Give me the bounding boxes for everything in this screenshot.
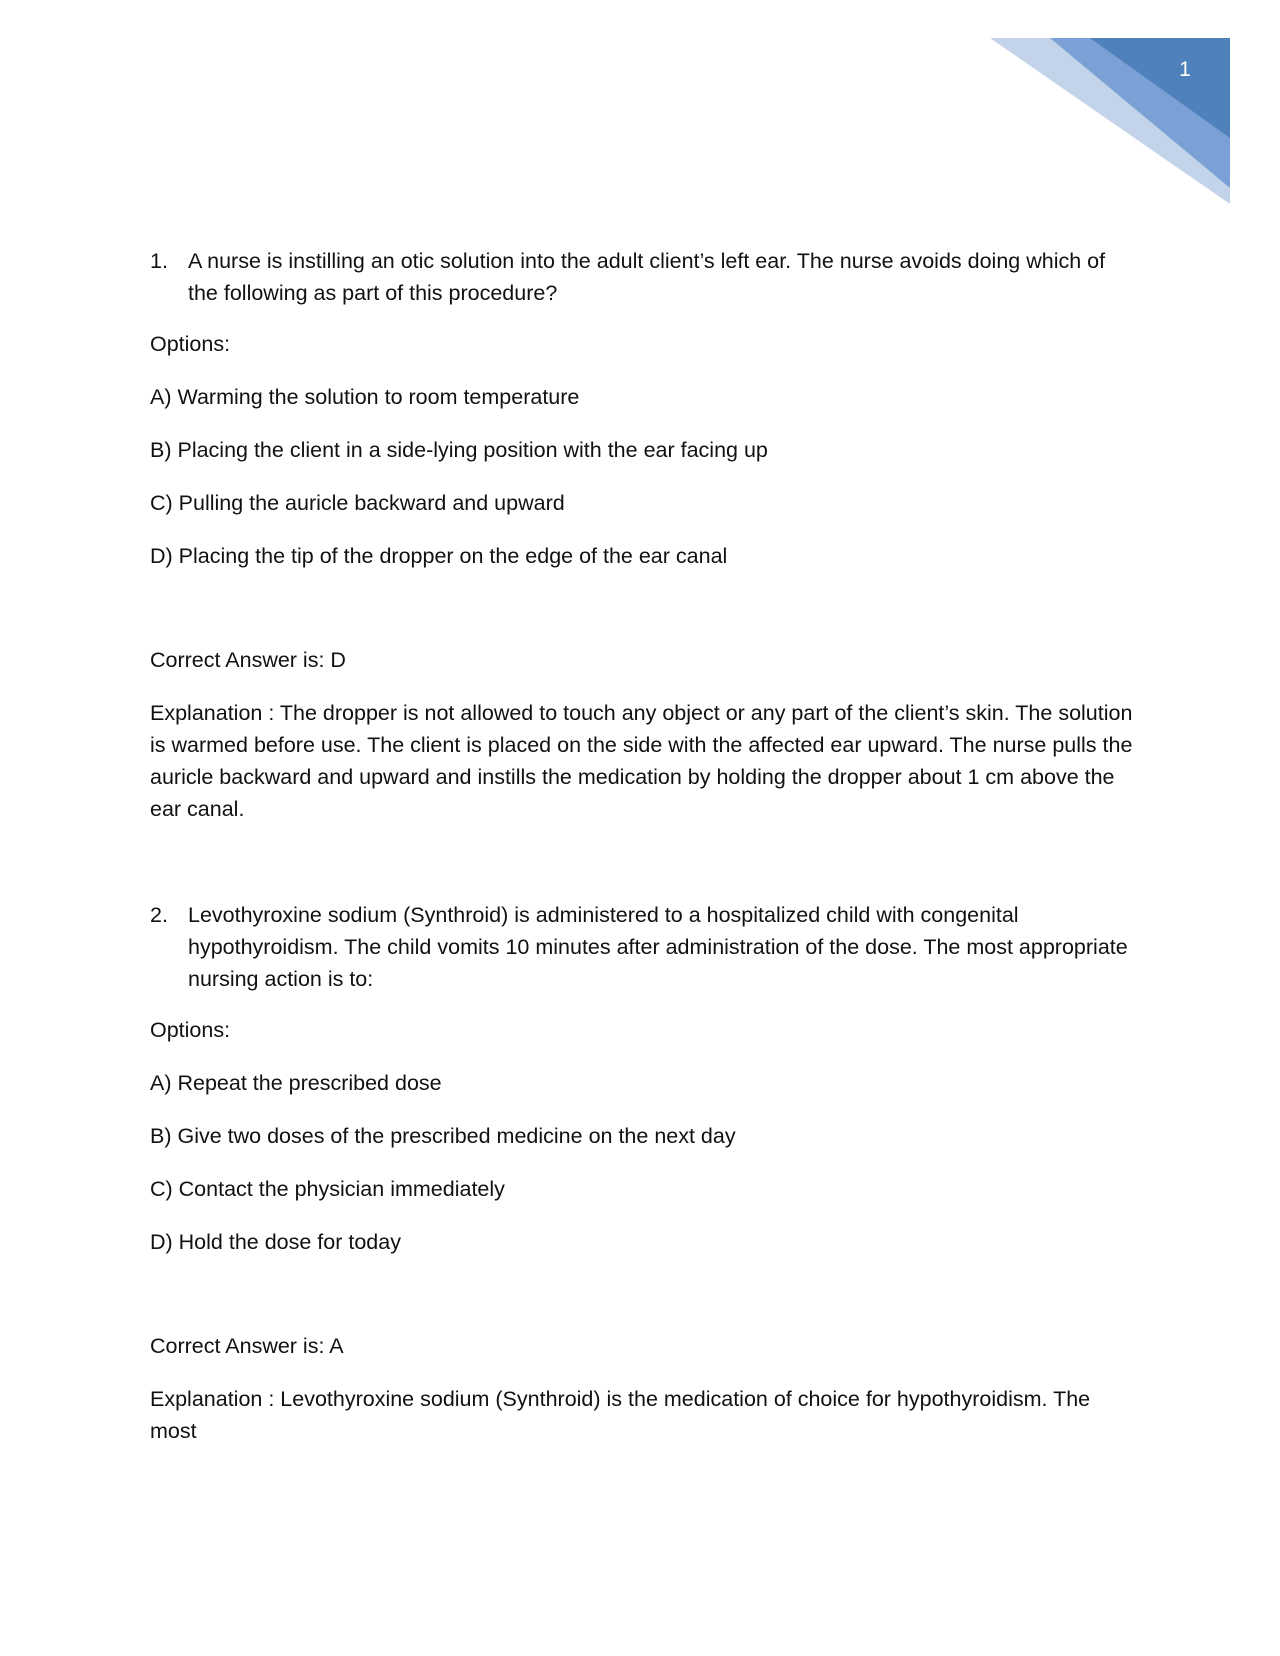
correct-answer: Correct Answer is: A bbox=[150, 1334, 344, 1358]
option-d: D) Hold the dose for today bbox=[150, 1230, 401, 1254]
option-c: C) Pulling the auricle backward and upward bbox=[150, 491, 565, 515]
question-2 bbox=[150, 899, 1140, 1447]
options-label: Options: bbox=[150, 332, 231, 356]
explanation: Explanation : The dropper is not allowed to touch any object or any part of the client’s skin. The solution is warmed before use. The client is placed on the side with the affected ear upward. The nurse pulls the auricle backward and upward and instills the medication by holding the dropper about 1 cm above the ear canal. bbox=[150, 701, 1133, 821]
document-body bbox=[150, 245, 1140, 1447]
question-stem: A nurse is instilling an otic solution into the adult client’s left ear. The nurse avoids doing which of the following as part of this procedure? bbox=[188, 249, 1106, 305]
option-b: B) Placing the client in a side-lying position with the ear facing up bbox=[150, 438, 768, 462]
option-a: A) Repeat the prescribed dose bbox=[150, 1071, 442, 1095]
question-number: 1. bbox=[150, 249, 168, 273]
option-b: B) Give two doses of the prescribed medicine on the next day bbox=[150, 1124, 736, 1148]
question-stem: Levothyroxine sodium (Synthroid) is administered to a hospitalized child with congenital hypothyroidism. The child vomits 10 minutes after administration of the dose. The most appropriate nursing action is to: bbox=[188, 903, 1128, 991]
options-label: Options: bbox=[150, 1018, 231, 1042]
option-a: A) Warming the solution to room temperature bbox=[150, 385, 580, 409]
question-text bbox=[150, 899, 1140, 995]
option-c: C) Contact the physician immediately bbox=[150, 1177, 505, 1201]
explanation: Explanation : Levothyroxine sodium (Synthroid) is the medication of choice for hypothyroidism. The most bbox=[150, 1387, 1091, 1443]
question-1 bbox=[150, 245, 1140, 825]
page-number: 1 bbox=[1179, 58, 1191, 81]
option-d: D) Placing the tip of the dropper on the edge of the ear canal bbox=[150, 544, 728, 568]
question-text bbox=[150, 245, 1140, 309]
correct-answer: Correct Answer is: D bbox=[150, 648, 346, 672]
question-number: 2. bbox=[150, 903, 168, 927]
